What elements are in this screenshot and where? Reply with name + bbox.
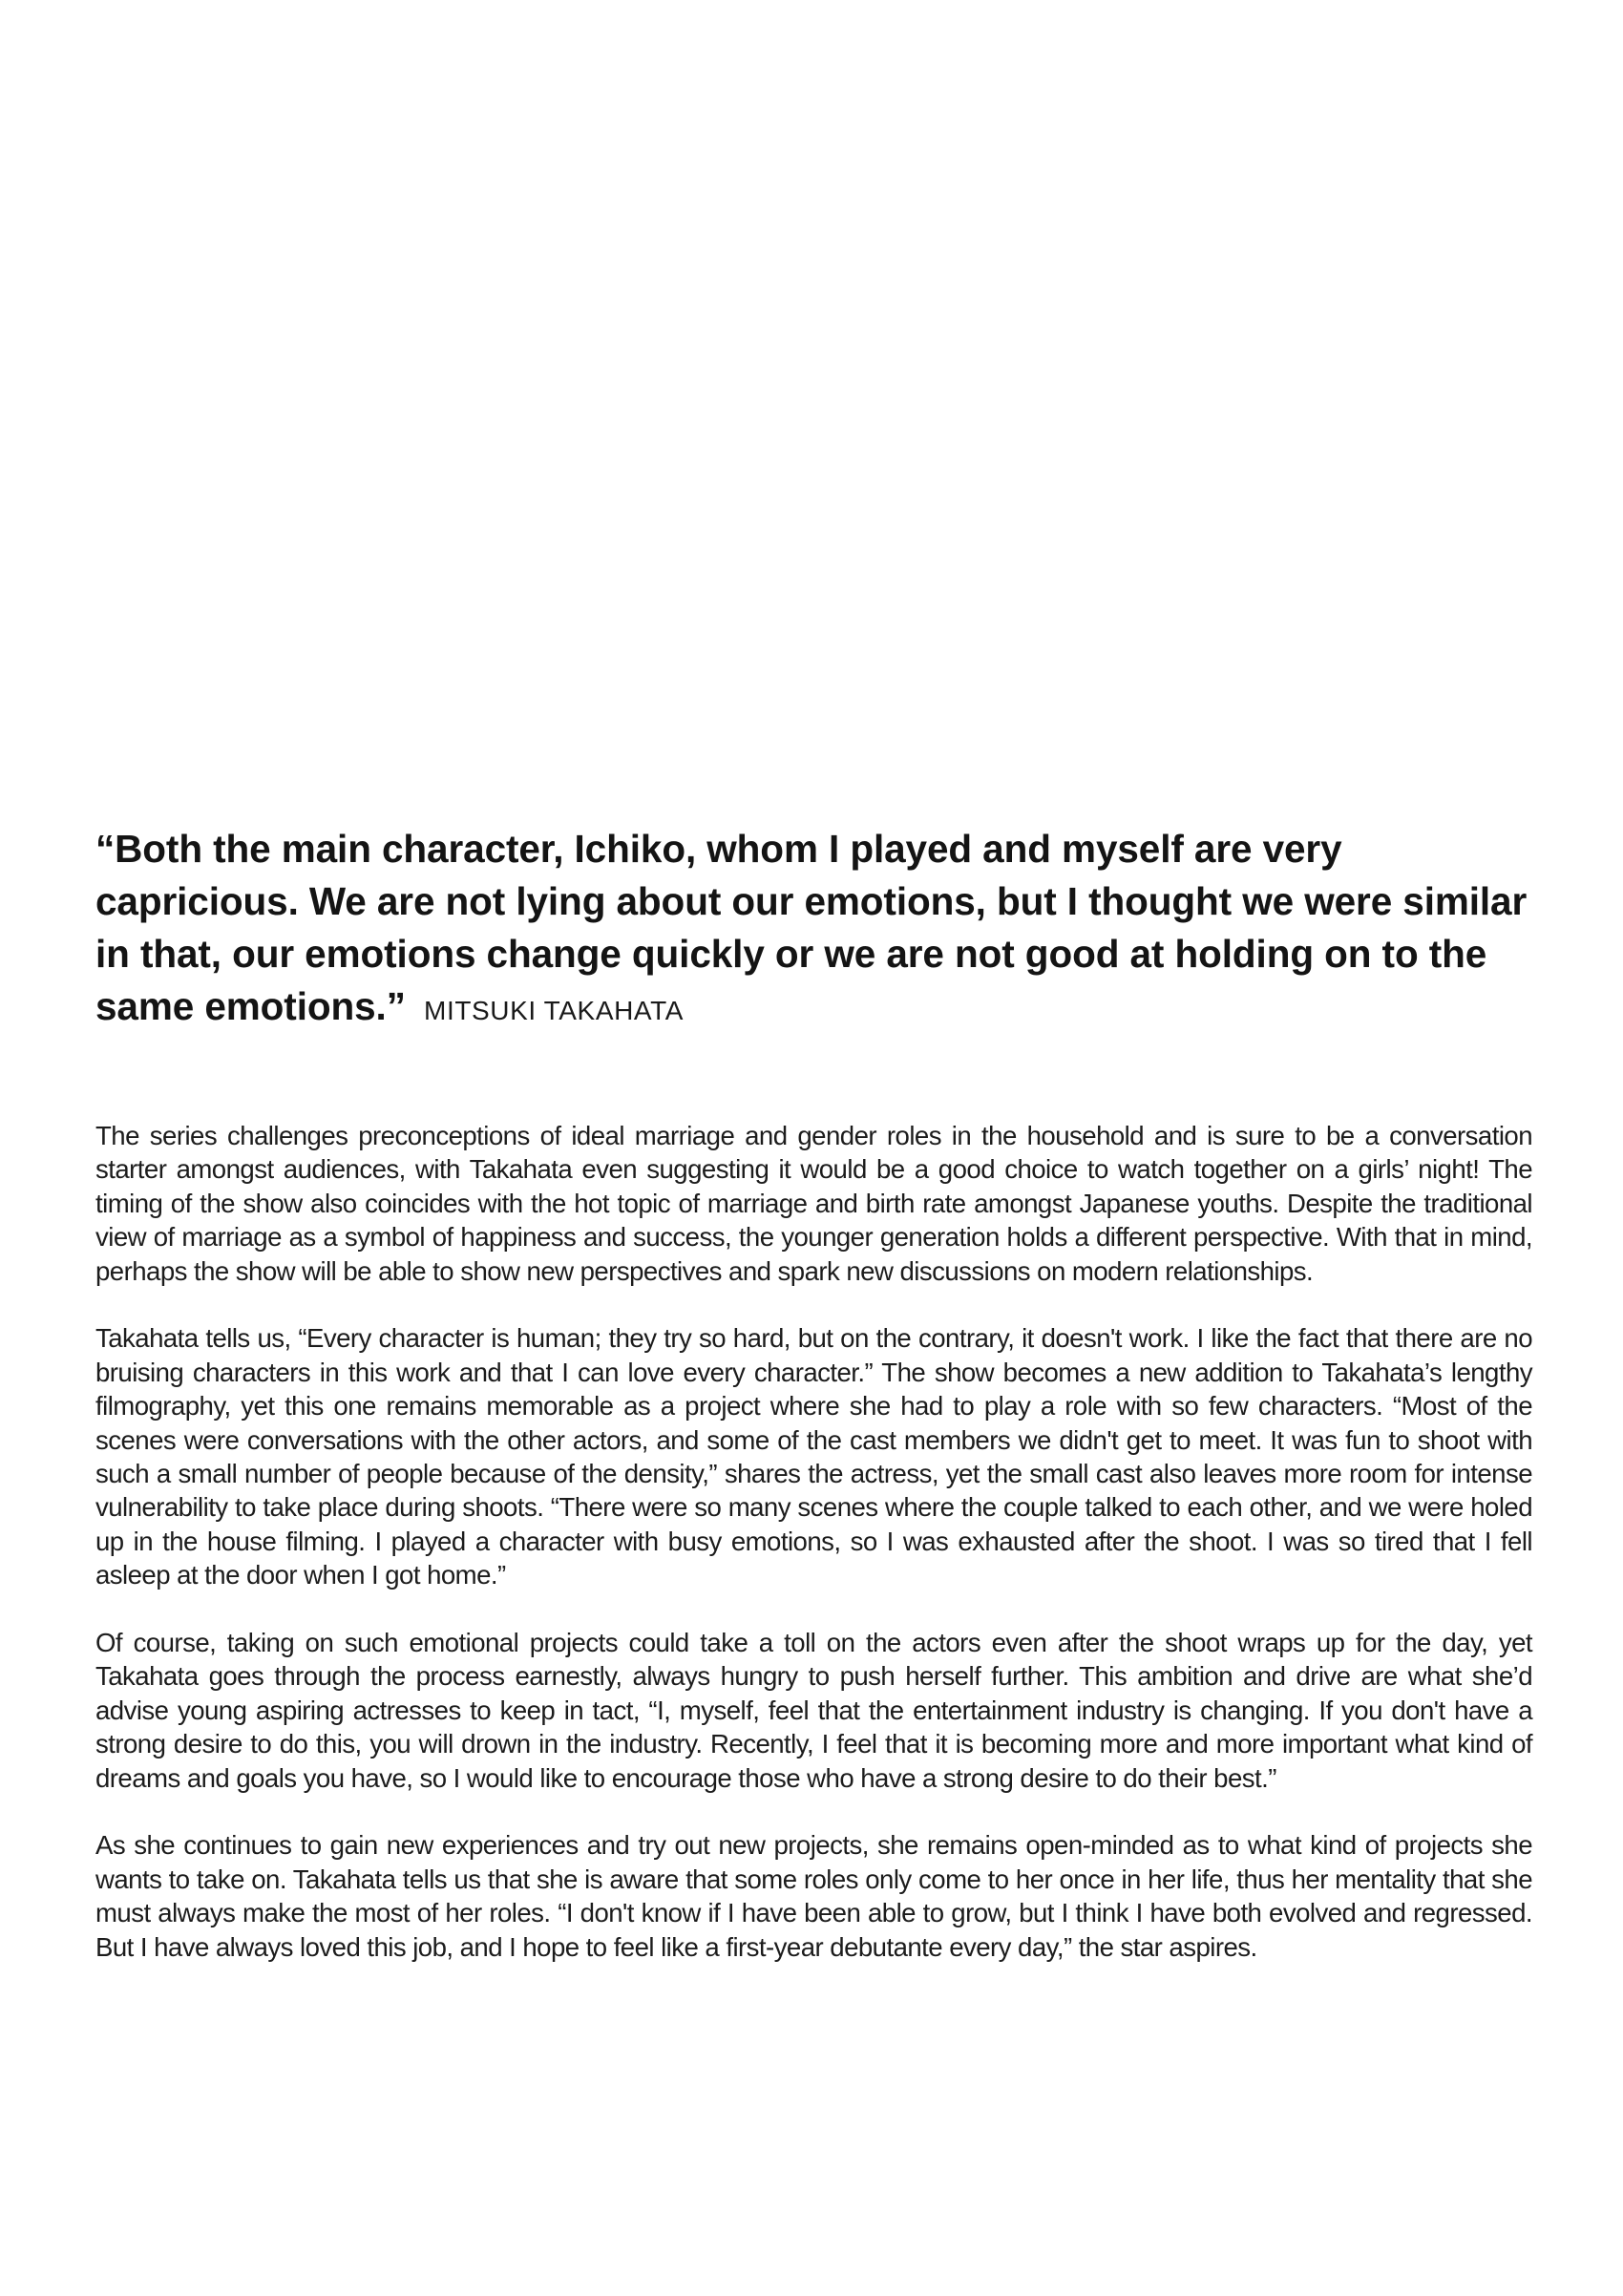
article-paragraph: As she continues to gain new experiences and try out new projects, she remains open-minded as to what kind of projects she wants to take on. Takahata tells us that she is aware that some roles only come to her once in her life, thus her mentality that she must always make the most of her roles. “I don't know if I have been able to grow, but I think I have both evolved and regressed. But I have always loved this job, and I hope to feel like a first-year debutante every day,” the star aspires.	[95, 1830, 1532, 1962]
article-paragraph: Takahata tells us, “Every character is human; they try so hard, but on the contrary, it doesn't work. I like the fact that there are no bruising characters in this work and that I can love every character.” The show becomes a new addition to Takahata’s lengthy filmography, yet this one remains memorable as a project where she had to play a role with so few characters. “Most of the scenes were conversations with the other actors, and some of the cast members we didn't get to meet. It was fun to shoot with such a small number of people because of the density,” shares the actress, yet the small cast also leaves more room for intense vulnerability to take place during shoots. “There were so many scenes where the couple talked to each other, and we were holed up in the house filming. I played a character with busy emotions, so I was exhausted after the shoot. I was so tired that I fell asleep at the door when I got home.”	[95, 1323, 1532, 1590]
pull-quote	[95, 823, 1547, 1037]
pull-quote-text: “Both the main character, Ichiko, whom I played and myself are very capricious. We are not lying about our emotions, but I thought we were similar in that, our emotions change quickly or we are not good at holding on to the same emotions.”	[95, 827, 1528, 1028]
pull-quote-attribution: MITSUKI TAKAHATA	[424, 996, 685, 1025]
article-paragraph: The series challenges preconceptions of ideal marriage and gender roles in the household and is sure to be a conversation starter amongst audiences, with Takahata even suggesting it would be a good choice to watch together on a girls’ night! The timing of the show also coincides with the hot topic of marriage and birth rate amongst Japanese youths. Despite the traditional view of marriage as a symbol of happiness and success, the younger generation holds a different perspective. With that in mind, perhaps the show will be able to show new perspectives and spark new discussions on modern relationships.	[95, 1121, 1532, 1286]
article-paragraph: Of course, taking on such emotional projects could take a toll on the actors even after the shoot wraps up for the day, yet Takahata goes through the process earnestly, always hungry to push herself further. This ambition and drive are what she’d advise young aspiring actresses to keep in tact, “I, myself, feel that the entertainment industry is changing. If you don't have a strong desire to do this, you will drown in the industry. Recently, I feel that it is becoming more and more important what kind of dreams and goals you have, so I would like to encourage those who have a strong desire to do their best.”	[95, 1628, 1532, 1793]
article-body	[95, 1119, 1532, 1964]
